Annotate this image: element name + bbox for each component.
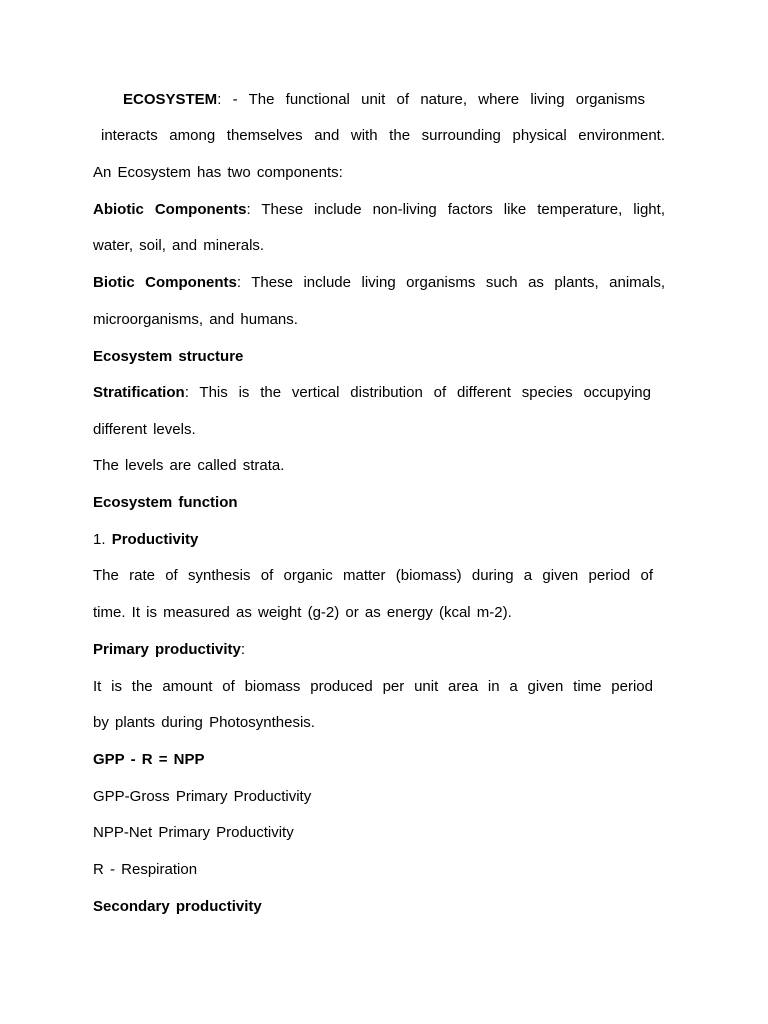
productivity-term: Productivity [111,531,199,548]
abiotic-line-2: water, soil, and minerals. [93,237,265,254]
biotic-text: : These include living organisms such as plants, animals, [236,274,665,291]
list-number: 1. [93,531,112,548]
abiotic-line-1 [93,201,665,219]
components-intro: An Ecosystem has two components: [93,164,343,181]
biotic-line-1 [93,274,665,292]
productivity-definition-line-1: The rate of synthesis of organic matter (biomass) during a given period of [93,567,653,584]
strata-note: The levels are called strata. [93,457,285,474]
heading-ecosystem-function: Ecosystem function [93,494,238,511]
abiotic-term: Abiotic Components [93,201,247,218]
ecosystem-term: ECOSYSTEM [123,91,218,108]
primary-productivity-colon: : [240,641,246,658]
primary-productivity-line-2: by plants during Photosynthesis. [93,714,315,731]
abiotic-text: : These include non-living factors like temperature, light, [246,201,665,218]
stratification-line-1 [93,384,651,402]
heading-primary-productivity [93,641,245,659]
gpp-definition: GPP-Gross Primary Productivity [93,788,312,805]
heading-ecosystem-structure: Ecosystem structure [93,348,244,365]
primary-productivity-line-1: It is the amount of biomass produced per unit area in a given time period [93,678,653,695]
npp-formula: GPP - R = NPP [93,751,205,768]
biotic-line-2: microorganisms, and humans. [93,311,298,328]
ecosystem-definition-text: : - The functional unit of nature, where living organisms [217,91,645,108]
heading-secondary-productivity: Secondary productivity [93,898,262,915]
heading-productivity [93,531,198,549]
npp-definition: NPP-Net Primary Productivity [93,824,294,841]
ecosystem-definition-line-2: interacts among themselves and with the surrounding physical environment. [101,127,665,144]
ecosystem-definition-line-1 [123,91,645,109]
productivity-definition-line-2: time. It is measured as weight (g-2) or as energy (kcal m-2). [93,604,512,621]
biotic-term: Biotic Components [93,274,237,291]
stratification-term: Stratification [93,384,185,401]
primary-productivity-term: Primary productivity [93,641,241,658]
r-definition: R - Respiration [93,861,198,878]
stratification-line-2: different levels. [93,421,196,438]
stratification-text: : This is the vertical distribution of different species occupying [184,384,651,401]
